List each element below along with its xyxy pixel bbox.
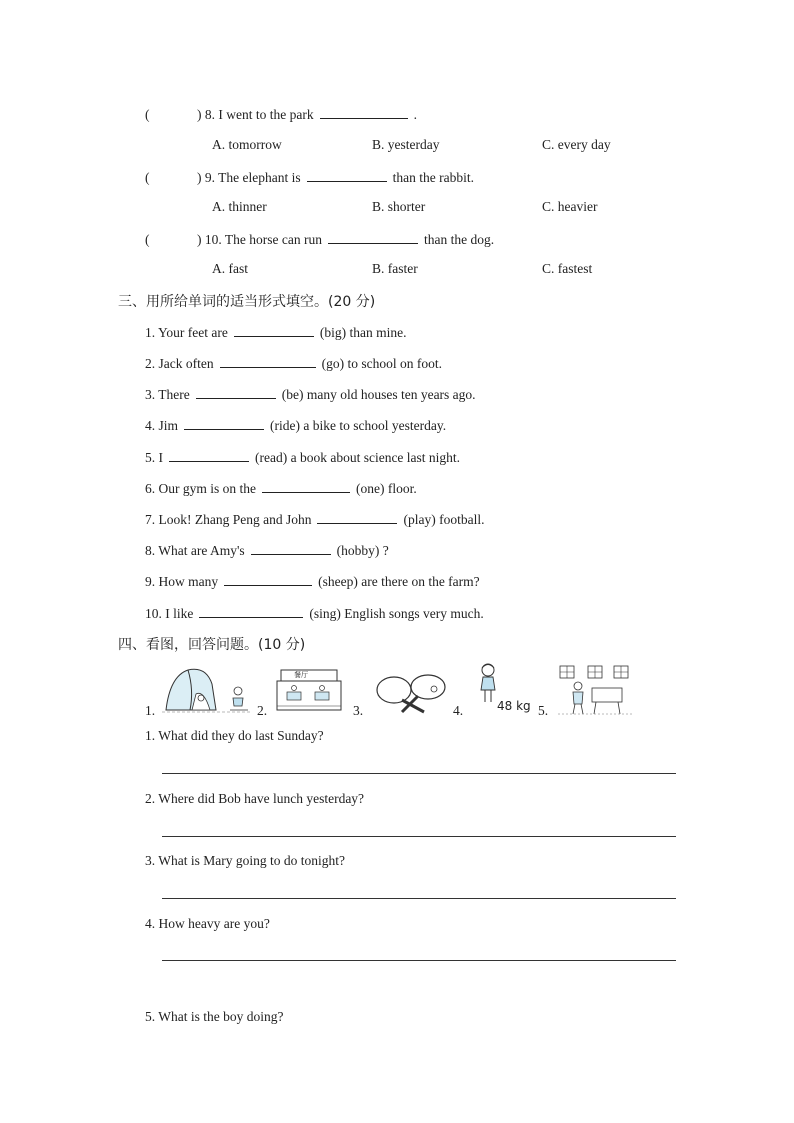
answer-blank[interactable]	[328, 230, 418, 244]
fill-suffix: (go) to school on foot.	[321, 356, 442, 371]
fill-prefix: 8. What are Amy's	[145, 543, 245, 558]
picture-number-1: 1.	[145, 703, 156, 718]
fill-blank[interactable]	[169, 448, 249, 462]
option-c: C. fastest	[542, 261, 593, 276]
question-number: 8.	[204, 107, 215, 122]
fill-blank[interactable]	[234, 323, 314, 337]
picture-number-2: 2.	[257, 703, 268, 718]
option-a: A. thinner	[212, 199, 267, 214]
fill-item-4	[145, 416, 446, 434]
option-b: B. yesterday	[372, 137, 440, 152]
fill-suffix: (one) floor.	[356, 481, 417, 496]
fill-suffix: (read) a book about science last night.	[255, 450, 461, 465]
question-text-end: than the rabbit.	[392, 170, 474, 185]
section-3-title: 三、用所给单词的适当形式填空。(20 分)	[118, 294, 376, 310]
section-4-title: 四、看图，回答问题。(10 分)	[118, 637, 306, 653]
fill-blank[interactable]	[251, 541, 331, 555]
camping-tent-image	[160, 664, 252, 716]
fill-blank[interactable]	[196, 385, 276, 399]
fill-prefix: 6. Our gym is on the	[145, 481, 256, 496]
answer-line-3[interactable]	[162, 898, 676, 899]
open-paren: (	[145, 107, 150, 122]
open-paren: (	[145, 232, 150, 247]
fill-suffix: (big) than mine.	[319, 325, 407, 340]
question-number: 9.	[204, 170, 215, 185]
question-text: The horse can run	[224, 232, 322, 247]
question-text-end: than the dog.	[423, 232, 495, 247]
fill-item-5	[145, 448, 460, 466]
question-3: 3. What is Mary going to do tonight?	[145, 853, 345, 868]
question-number: 10.	[204, 232, 222, 247]
close-paren: )	[197, 170, 202, 185]
close-paren: )	[197, 232, 202, 247]
fill-prefix: 1. Your feet are	[145, 325, 228, 340]
fill-blank[interactable]	[262, 479, 350, 493]
choice-question-10	[145, 230, 494, 248]
answer-blank[interactable]	[307, 168, 387, 182]
question-2: 2. Where did Bob have lunch yesterday?	[145, 791, 365, 806]
close-paren: )	[197, 107, 202, 122]
fill-prefix: 10. I like	[145, 606, 194, 621]
fill-blank[interactable]	[317, 510, 397, 524]
choice-question-8	[145, 105, 417, 123]
option-b: B. faster	[372, 261, 418, 276]
picture-number-3: 3.	[353, 703, 364, 718]
fill-item-9	[145, 572, 480, 590]
fill-prefix: 9. How many	[145, 574, 219, 589]
fill-item-2	[145, 354, 442, 372]
option-a: A. fast	[212, 261, 248, 276]
question-4: 4. How heavy are you?	[145, 916, 270, 931]
fill-prefix: 3. There	[145, 387, 190, 402]
fill-suffix: (play) football.	[403, 512, 485, 527]
open-paren: (	[145, 170, 150, 185]
boy-watching-tv-image	[556, 664, 634, 716]
choice-question-9	[145, 168, 474, 186]
answer-line-1[interactable]	[162, 773, 676, 774]
fill-blank[interactable]	[224, 572, 312, 586]
fill-prefix: 4. Jim	[145, 418, 179, 433]
restaurant-sign: 餐厅	[294, 671, 308, 679]
fill-item-8	[145, 541, 389, 559]
question-5: 5. What is the boy doing?	[145, 1009, 284, 1024]
weight-label: 48 kg	[497, 699, 531, 713]
fill-item-10	[145, 604, 484, 622]
picture-number-5: 5.	[538, 703, 549, 718]
fill-item-6	[145, 479, 417, 497]
answer-blank[interactable]	[320, 105, 408, 119]
fill-prefix: 2. Jack often	[145, 356, 214, 371]
fill-suffix: (hobby) ?	[336, 543, 389, 558]
ping-pong-paddles-image	[372, 670, 452, 716]
fill-item-7	[145, 510, 484, 528]
answer-line-4[interactable]	[162, 960, 676, 961]
question-text: The elephant is	[218, 170, 301, 185]
fill-blank[interactable]	[220, 354, 316, 368]
fill-item-3	[145, 385, 476, 403]
question-text-end: .	[413, 107, 417, 122]
option-c: C. heavier	[542, 199, 598, 214]
option-c: C. every day	[542, 137, 611, 152]
fill-suffix: (ride) a bike to school yesterday.	[270, 418, 447, 433]
fill-suffix: (sing) English songs very much.	[309, 606, 484, 621]
question-text: I went to the park	[218, 107, 314, 122]
fill-blank[interactable]	[184, 416, 264, 430]
option-a: A. tomorrow	[212, 137, 282, 152]
question-1: 1. What did they do last Sunday?	[145, 728, 324, 743]
girl-image	[476, 662, 500, 704]
fill-suffix: (be) many old houses ten years ago.	[281, 387, 476, 402]
fill-item-1	[145, 323, 406, 341]
answer-line-2[interactable]	[162, 836, 676, 837]
fill-prefix: 5. I	[145, 450, 163, 465]
restaurant-image	[275, 668, 343, 714]
fill-suffix: (sheep) are there on the farm?	[318, 574, 480, 589]
option-b: B. shorter	[372, 199, 426, 214]
picture-number-4: 4.	[453, 703, 464, 718]
fill-prefix: 7. Look! Zhang Peng and John	[145, 512, 312, 527]
fill-blank[interactable]	[199, 604, 303, 618]
